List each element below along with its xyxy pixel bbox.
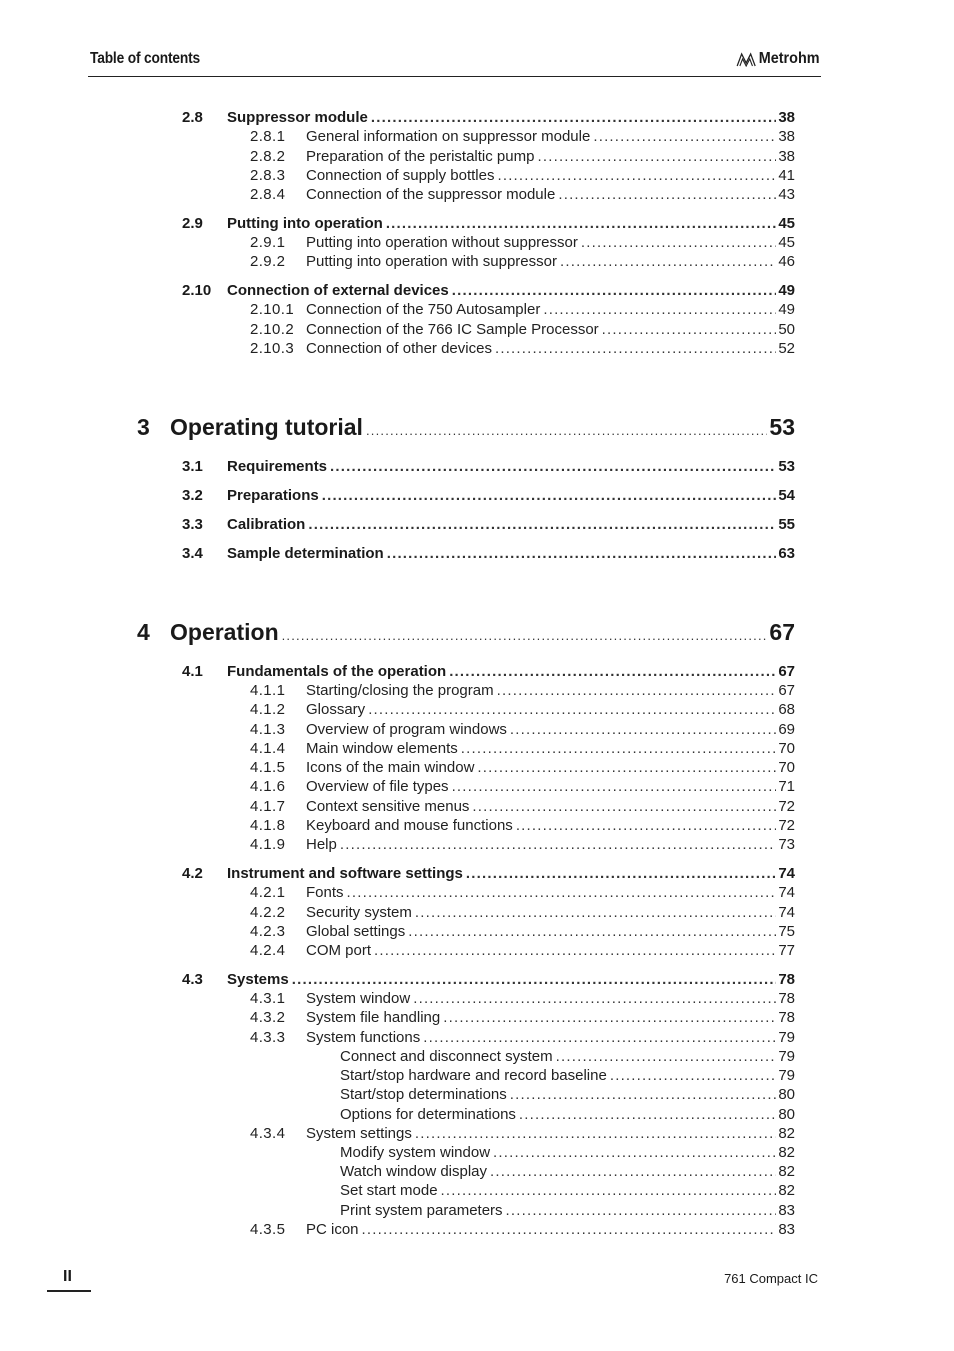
dot-leader (543, 301, 776, 318)
toc-entry-title: Putting into operation (227, 215, 383, 232)
toc-entry-page: 38 (778, 148, 795, 165)
toc-entry-title: Connection of the suppressor module (306, 186, 556, 203)
toc-entry-title: Connection of the 750 Autosampler (306, 301, 541, 318)
toc-entry[interactable] (182, 663, 795, 680)
toc-entry-number: 4.3.1 (250, 990, 286, 1007)
dot-leader (408, 923, 776, 940)
toc-entry-title: Instrument and software settings (227, 865, 463, 882)
toc-entry-number: 3.1 (182, 458, 203, 475)
toc-entry-page: 74 (778, 884, 795, 901)
toc-entry-page: 70 (778, 740, 795, 757)
toc-entry-page: 82 (778, 1163, 795, 1180)
toc-entry[interactable] (182, 545, 795, 562)
toc-entry-page: 74 (778, 904, 795, 921)
toc-entry-page: 45 (778, 215, 795, 232)
toc-entry-number: 4.1.5 (250, 759, 286, 776)
toc-entry-title: Operating tutorial (170, 414, 363, 440)
toc-entry[interactable] (250, 701, 795, 718)
dot-leader (347, 884, 777, 901)
toc-entry-number: 4.2.4 (250, 942, 286, 959)
toc-entry-title: Modify system window (340, 1144, 491, 1161)
toc-entry-page: 63 (778, 545, 795, 562)
toc-entry-title: Putting into operation without suppressor (306, 234, 578, 251)
toc-entry-page: 49 (778, 301, 795, 318)
toc-entry-title: Glossary (306, 701, 366, 718)
toc-entry-number: 2.9 (182, 215, 203, 232)
footer-divider (47, 1290, 91, 1292)
toc-entry-number: 4.2 (182, 865, 203, 882)
dot-leader (371, 109, 776, 126)
toc-entry-number: 4.1.7 (250, 798, 286, 815)
toc-entry-number: 3.3 (182, 516, 203, 533)
toc-entry-number: 4 (137, 619, 150, 645)
dot-leader (516, 817, 777, 834)
toc-entry-number: 4.2.2 (250, 904, 286, 921)
dot-leader (415, 904, 776, 921)
toc-entry-page: 71 (778, 778, 795, 795)
toc-entry-page: 74 (778, 865, 795, 882)
toc-entry-page: 78 (778, 971, 795, 988)
brand-name: Metrohm (759, 50, 820, 67)
toc-entry[interactable] (182, 109, 795, 126)
toc-entry[interactable] (182, 282, 795, 299)
toc-entry-number: 2.8.2 (250, 148, 286, 165)
toc-entry-page: 72 (778, 798, 795, 815)
toc-entry[interactable] (250, 923, 795, 940)
toc-entry-number: 4.3.4 (250, 1125, 286, 1142)
dot-leader (461, 740, 777, 757)
toc-entry-title: Security system (306, 904, 412, 921)
toc-entry[interactable] (250, 884, 795, 901)
toc-entry-title: System functions (306, 1029, 421, 1046)
dot-leader (322, 487, 777, 504)
toc-entry[interactable] (250, 340, 795, 357)
toc-entry-number: 4.3.5 (250, 1221, 286, 1238)
toc-entry-number: 2.9.2 (250, 253, 286, 270)
toc-entry[interactable] (182, 516, 795, 533)
brand-logo (737, 50, 820, 68)
toc-entry-number: 4.1 (182, 663, 203, 680)
dot-leader (423, 1029, 776, 1046)
dot-leader (593, 128, 776, 145)
toc-entry[interactable] (182, 215, 795, 232)
dot-leader (558, 186, 776, 203)
toc-entry[interactable] (250, 990, 795, 1007)
toc-entry-number: 2.9.1 (250, 234, 286, 251)
toc-entry-number: 4.2.1 (250, 884, 286, 901)
toc-entry[interactable] (182, 971, 795, 988)
dot-leader (497, 682, 777, 699)
toc-entry[interactable] (250, 186, 795, 203)
toc-entry-title: Set start mode (340, 1182, 438, 1199)
toc-entry-page: 75 (778, 923, 795, 940)
dot-leader (415, 1125, 776, 1142)
dot-leader (387, 545, 777, 562)
toc-entry-page: 53 (778, 458, 795, 475)
dot-leader (472, 798, 776, 815)
toc-entry[interactable] (340, 1048, 795, 1065)
toc-entry[interactable] (250, 1125, 795, 1142)
toc-entry-title: Systems (227, 971, 289, 988)
toc-entry-number: 4.2.3 (250, 923, 286, 940)
metrohm-logo-icon (737, 51, 757, 67)
toc-entry[interactable] (340, 1067, 795, 1084)
toc-entry[interactable] (340, 1106, 795, 1123)
toc-entry-title: Connection of supply bottles (306, 167, 495, 184)
dot-leader (441, 1182, 777, 1199)
toc-entry-page: 79 (778, 1048, 795, 1065)
dot-leader (362, 1221, 777, 1238)
toc-entry-number: 2.8 (182, 109, 203, 126)
toc-entry[interactable] (137, 414, 795, 441)
toc-entry-page: 83 (778, 1202, 795, 1219)
toc-entry-page: 52 (778, 340, 795, 357)
toc-entry-number: 2.10.3 (250, 340, 295, 357)
toc-entry-title: General information on suppressor module (306, 128, 591, 145)
toc-entry-title: Requirements (227, 458, 328, 475)
toc-entry[interactable] (250, 904, 795, 921)
dot-leader (581, 234, 776, 251)
toc-entry[interactable] (340, 1202, 795, 1219)
toc-entry-number: 3.4 (182, 545, 203, 562)
dot-leader (495, 340, 776, 357)
toc-entry[interactable] (250, 167, 795, 184)
toc-entry-page: 69 (778, 721, 795, 738)
toc-entry-page: 79 (778, 1067, 795, 1084)
toc-entry-page: 79 (778, 1029, 795, 1046)
dot-leader (497, 167, 776, 184)
dot-leader (537, 148, 776, 165)
toc-entry-title: Connect and disconnect system (340, 1048, 553, 1065)
toc-entry-number: 4.1.1 (250, 682, 286, 699)
toc-entry-title: Keyboard and mouse functions (306, 817, 513, 834)
toc-entry[interactable] (182, 458, 795, 475)
dot-leader (308, 516, 776, 533)
dot-leader (510, 1086, 777, 1103)
dot-leader (368, 701, 776, 718)
toc-entry-number: 4.1.8 (250, 817, 286, 834)
dot-leader (493, 1144, 776, 1161)
toc-entry-number: 3.2 (182, 487, 203, 504)
toc-entry[interactable] (250, 253, 795, 270)
dot-leader (413, 990, 776, 1007)
toc-entry-page: 83 (778, 1221, 795, 1238)
dot-leader (477, 759, 776, 776)
toc-entry-title: COM port (306, 942, 372, 959)
toc-entry[interactable] (182, 487, 795, 504)
toc-entry-number: 4.1.9 (250, 836, 286, 853)
toc-entry-title: Main window elements (306, 740, 458, 757)
toc-entry-number: 4.1.2 (250, 701, 286, 718)
dot-leader (330, 458, 776, 475)
toc-entry-title: Connection of other devices (306, 340, 492, 357)
toc-entry[interactable] (250, 721, 795, 738)
toc-entry-title: Context sensitive menus (306, 798, 470, 815)
toc-entry-title: Putting into operation with suppressor (306, 253, 557, 270)
toc-entry[interactable] (250, 740, 795, 757)
toc-entry-number: 3 (137, 414, 150, 440)
toc-entry[interactable] (250, 817, 795, 834)
toc-entry[interactable] (250, 778, 795, 795)
toc-entry[interactable] (250, 1029, 795, 1046)
toc-entry-title: Icons of the main window (306, 759, 475, 776)
toc-entry[interactable] (250, 798, 795, 815)
toc-entry-title: Options for determinations (340, 1106, 516, 1123)
toc-entry[interactable] (340, 1163, 795, 1180)
toc-entry-title: PC icon (306, 1221, 359, 1238)
toc-entry-number: 4.3 (182, 971, 203, 988)
toc-entry-number: 4.1.3 (250, 721, 286, 738)
dot-leader (282, 628, 768, 643)
toc-entry-page: 67 (778, 663, 795, 680)
toc-entry-title: Start/stop hardware and record baseline (340, 1067, 607, 1084)
dot-leader (443, 1009, 776, 1026)
toc-entry-page: 49 (778, 282, 795, 299)
toc-entry-page: 67 (778, 682, 795, 699)
toc-entry-number: 2.10.2 (250, 321, 295, 338)
footer-page-number: II (63, 1268, 72, 1285)
dot-leader (449, 663, 776, 680)
toc-entry-title: System settings (306, 1125, 412, 1142)
toc-entry-title: Connection of external devices (227, 282, 449, 299)
toc-entry-page: 45 (778, 234, 795, 251)
toc-entry-page: 82 (778, 1125, 795, 1142)
toc-entry-number: 2.8.3 (250, 167, 286, 184)
toc-entry-title: System window (306, 990, 411, 1007)
toc-entry-page: 68 (778, 701, 795, 718)
toc-entry-title: Connection of the 766 IC Sample Processor (306, 321, 599, 338)
toc-entry-title: Fundamentals of the operation (227, 663, 447, 680)
toc-entry-title: Overview of program windows (306, 721, 507, 738)
toc-entry-title: Global settings (306, 923, 406, 940)
dot-leader (519, 1106, 776, 1123)
dot-leader (374, 942, 776, 959)
dot-leader (386, 215, 777, 232)
toc-entry-number: 4.3.3 (250, 1029, 286, 1046)
toc-entry[interactable] (340, 1144, 795, 1161)
dot-leader (340, 836, 776, 853)
toc-entry-number: 4.3.2 (250, 1009, 286, 1026)
toc-entry[interactable] (250, 942, 795, 959)
toc-entry-page: 78 (778, 1009, 795, 1026)
dot-leader (292, 971, 777, 988)
toc-entry-page: 53 (769, 414, 795, 440)
toc-entry-number: 2.10 (182, 282, 212, 299)
toc-entry-page: 80 (778, 1086, 795, 1103)
toc-entry[interactable] (137, 619, 795, 646)
toc-entry-page: 38 (778, 109, 795, 126)
toc-entry-title: Calibration (227, 516, 306, 533)
toc-entry-number: 2.8.1 (250, 128, 286, 145)
toc-entry-title: Preparation of the peristaltic pump (306, 148, 535, 165)
toc-entry-number: 2.8.4 (250, 186, 286, 203)
toc-entry-page: 54 (778, 487, 795, 504)
toc-entry-title: Suppressor module (227, 109, 368, 126)
dot-leader (506, 1202, 777, 1219)
toc-entry[interactable] (250, 128, 795, 145)
dot-leader (560, 253, 776, 270)
running-header-title: Table of contents (90, 50, 200, 67)
toc-entry-page: 38 (778, 128, 795, 145)
toc-entry-page: 41 (778, 167, 795, 184)
toc-entry[interactable] (250, 1221, 795, 1238)
toc-entry[interactable] (250, 301, 795, 318)
dot-leader (556, 1048, 777, 1065)
toc-entry[interactable] (182, 865, 795, 882)
toc-entry-page: 80 (778, 1106, 795, 1123)
dot-leader (452, 282, 777, 299)
toc-entry-page: 72 (778, 817, 795, 834)
toc-entry[interactable] (340, 1182, 795, 1199)
toc-entry[interactable] (250, 836, 795, 853)
toc-entry-title: Starting/closing the program (306, 682, 494, 699)
toc-entry-page: 67 (769, 619, 795, 645)
toc-entry-page: 70 (778, 759, 795, 776)
toc-entry-page: 82 (778, 1182, 795, 1199)
toc-entry-title: System file handling (306, 1009, 441, 1026)
toc-entry-page: 55 (778, 516, 795, 533)
toc-entry-page: 46 (778, 253, 795, 270)
toc-entry-title: Fonts (306, 884, 344, 901)
toc-entry[interactable] (250, 682, 795, 699)
toc-entry-page: 78 (778, 990, 795, 1007)
dot-leader (510, 721, 776, 738)
toc-entry-title: Print system parameters (340, 1202, 503, 1219)
toc-entry[interactable] (250, 1009, 795, 1026)
dot-leader (602, 321, 777, 338)
toc-entry[interactable] (250, 321, 795, 338)
toc-entry-page: 77 (778, 942, 795, 959)
dot-leader (466, 865, 776, 882)
footer-product-name: 761 Compact IC (724, 1271, 818, 1286)
toc-entry[interactable] (250, 234, 795, 251)
toc-entry[interactable] (250, 759, 795, 776)
toc-entry-title: Sample determination (227, 545, 384, 562)
toc-entry-title: Operation (170, 619, 279, 645)
toc-entry-number: 2.10.1 (250, 301, 295, 318)
dot-leader (366, 423, 767, 438)
toc-entry-number: 4.1.6 (250, 778, 286, 795)
toc-entry-title: Start/stop determinations (340, 1086, 507, 1103)
dot-leader (610, 1067, 776, 1084)
toc-entry-title: Preparations (227, 487, 319, 504)
toc-entry-page: 73 (778, 836, 795, 853)
toc-entry-number: 4.1.4 (250, 740, 286, 757)
header-divider (88, 76, 821, 77)
dot-leader (452, 778, 777, 795)
dot-leader (490, 1163, 776, 1180)
toc-entry-title: Help (306, 836, 337, 853)
toc-entry-title: Overview of file types (306, 778, 449, 795)
toc-entry-page: 50 (778, 321, 795, 338)
toc-entry[interactable] (250, 148, 795, 165)
toc-entry-page: 82 (778, 1144, 795, 1161)
toc-entry-title: Watch window display (340, 1163, 488, 1180)
toc-entry[interactable] (340, 1086, 795, 1103)
toc-entry-page: 43 (778, 186, 795, 203)
